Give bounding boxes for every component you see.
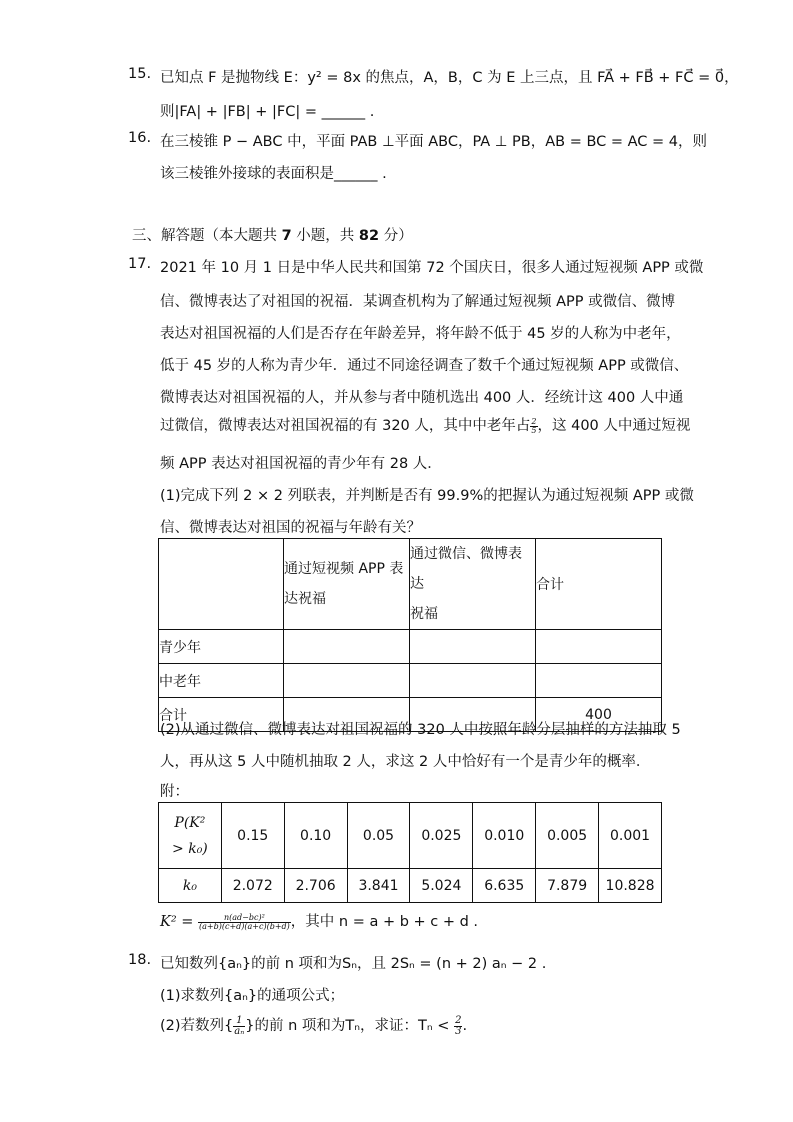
section-heading-b: 小题，共 [291,228,359,244]
fraction-two-fifths [530,418,537,435]
k-value: 6.635 [473,869,536,903]
table-cell [536,664,662,698]
q18-part1: (1)求数列{aₙ}的通项公式； [160,988,345,1004]
p-value: 0.001 [599,803,662,869]
table-row [159,869,662,903]
row-label-total: 合计 [159,698,284,732]
table-row [159,539,662,630]
appendix-label: 附： [160,784,189,800]
q18-part2-b: }的前 n 项和为Tₙ，求证：Tₙ < [245,1018,455,1034]
q17-line6 [160,414,690,435]
q17-part1-a: (1)完成下列 2 × 2 列联表，并判断是否有 99.9%的把握认为通过短视频 APP 或微 [160,488,694,504]
p-value: 0.010 [473,803,536,869]
formula-rest: ，其中 n = a + b + c + d . [290,914,479,930]
section-heading [132,224,413,245]
formula-num: n(ad−bc)² [198,914,291,923]
q18-part2 [160,1014,467,1037]
table-cell [159,539,284,630]
k-value: 5.024 [410,869,473,903]
q17-line4: 低于 45 岁的人称为青少年．通过不同途径调查了数千个通过短视频 APP 或微信、 [160,358,689,374]
section-heading-a: 三、解答题（本大题共 [132,228,282,244]
q17-line5: 微博表达对祖国祝福的人，并从参与者中随机选出 400 人．经统计这 400 人中通 [160,390,684,406]
q17-part1-b: 信、微博表达对祖国的祝福与年龄有关？ [160,520,421,536]
row-label-elder: 中老年 [159,664,284,698]
p-value: 0.05 [347,803,410,869]
frac-den: 5 [531,425,537,435]
q18-part2-a: (2)若数列{ [160,1018,234,1034]
table-cell [410,630,536,664]
p-value: 0.15 [221,803,284,869]
table-cell [284,664,410,698]
frac-num: 2 [455,1014,462,1026]
q15-line2: 则|FA| + |FB| + |FC| = ______ . [160,104,375,120]
table-cell [410,664,536,698]
critical-value-table [158,802,662,903]
section-heading-c: 分） [379,228,413,244]
q15-line1: 已知点 F 是抛物线 E：y² = 8x 的焦点，A，B，C 为 E 上三点，且 FA⃗ + FB⃗ + FC⃗ = 0⃗， [160,70,739,86]
q16-line1: 在三棱锥 P − ABC 中，平面 PAB ⊥平面 ABC，PA ⊥ PB，AB = BC = AC = 4，则 [160,134,708,150]
header-wechat-b: 祝福 [410,606,438,622]
p-label-cell [159,803,222,869]
k-value: 3.841 [347,869,410,903]
q17-line7: 频 APP 表达对祖国祝福的青少年有 28 人． [160,456,442,472]
frac-num: 2 [531,416,537,426]
q17-part2-b: 人，再从这 5 人中随机抽取 2 人，求这 2 人中恰好有一个是青少年的概率． [160,754,651,770]
p-value: 0.10 [284,803,347,869]
header-total: 合计 [536,539,662,630]
header-app-b: 达祝福 [284,591,326,607]
frac-num: 1 [233,1016,245,1027]
q17-part2-a: (2)从通过微信、微博表达对祖国祝福的 320 人中按照年龄分层抽样的方法抽取 5 [160,722,681,738]
fraction-one-over-an [233,1016,245,1037]
k-value: 2.706 [284,869,347,903]
q17-line6-b: ，这 400 人中通过短视 [537,418,691,434]
section-score: 82 [358,228,380,244]
grand-total: 400 [536,698,662,732]
q17-line2: 信、微博表达了对祖国的祝福．某调查机构为了解通过短视频 APP 或微信、微博 [160,294,676,310]
p-value: 0.025 [410,803,473,869]
q16-line2: 该三棱锥外接球的表面积是______ . [160,166,387,182]
k-value: 7.879 [536,869,599,903]
table-cell [536,630,662,664]
formula-den: (a+b)(c+d)(a+c)(b+d) [199,921,290,931]
p-label-a: P(K² [174,814,206,831]
header-app-a: 通过短视频 APP 表 [284,561,404,577]
table-cell [284,630,410,664]
q18-line1: 已知数列{aₙ}的前 n 项和为Sₙ，且 2Sₙ = (n + 2) aₙ − 2 . [160,956,547,972]
q17-line3: 表达对祖国祝福的人们是否存在年龄差异，将年龄不低于 45 岁的人称为中老年， [160,326,681,342]
table-row [159,803,662,869]
k-value: 2.072 [221,869,284,903]
q15-number: 15. [128,66,152,82]
q18-number: 18. [128,952,152,968]
k-label: k₀ [159,869,222,903]
frac-den: 3 [455,1025,462,1037]
header-wechat-a: 通过微信、微博表达 [410,546,522,592]
formula-lhs: K² = [160,914,194,930]
k-squared-formula [160,910,478,931]
table-row [159,664,662,698]
q17-line1: 2021 年 10 月 1 日是中华人民共和国第 72 个国庆日，很多人通过短视频 APP 或微 [160,260,704,276]
section-count: 7 [281,228,292,244]
contingency-table [158,538,662,732]
table-header-cell [410,539,536,630]
row-label-youth: 青少年 [159,630,284,664]
table-header-cell [284,539,410,630]
q17-line6-a: 过微信，微博表达对祖国祝福的有 320 人，其中中老年占 [160,418,531,434]
frac-den: aₙ [234,1025,245,1037]
q16-number: 16. [128,130,152,146]
q17-number: 17. [128,256,152,272]
table-row [159,630,662,664]
q18-part2-c: . [462,1018,468,1034]
k-value: 10.828 [599,869,662,903]
p-value: 0.005 [536,803,599,869]
p-label-b: > k₀) [172,840,208,857]
formula-fraction [198,914,291,931]
